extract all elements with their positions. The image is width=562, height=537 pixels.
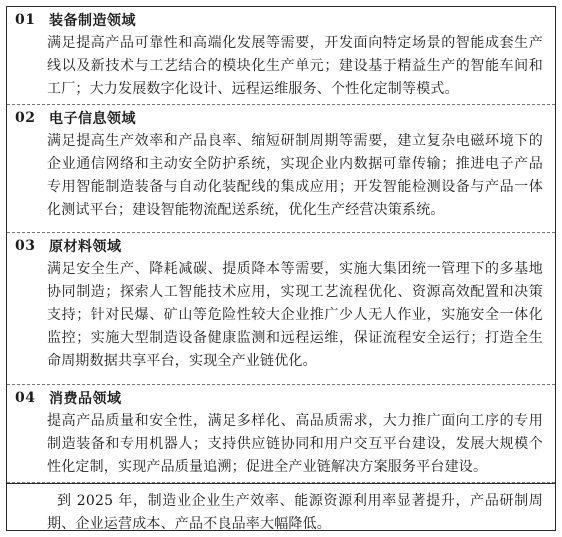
summary-row	[7, 483, 555, 530]
section-title: 消费品领域	[49, 391, 122, 407]
content-table	[6, 6, 556, 531]
section-title: 原材料领域	[49, 239, 122, 255]
section-body: 满足提高产品可靠性和高端化发展等需要，开发面向特定场景的智能成套生产线以及新技术与工艺结合的模块化生产单元；建设基于精益生产的智能车间和工厂；大力发展数字化设计、远程运维服务、个性化定制等模式。	[47, 35, 543, 97]
section-body: 满足安全生产、降耗减碳、提质降本等需要，实施大集团统一管理下的多基地协同制造；探索人工智能技术应用，实现工艺流程优化、资源高效配置和决策支持；针对民爆、矿山等危险性较大企业推广少人无人作业，实施安全一体化监控；实施大型制造设备健康监测和远程运维，保证流程安全运行；打造全生命周期数据共享平台，实现全产业链优化。	[47, 261, 543, 369]
section-title: 电子信息领域	[49, 111, 136, 127]
section-electronic-information	[7, 105, 555, 233]
section-number: 02	[15, 110, 36, 126]
section-title: 装备制造领域	[49, 13, 136, 29]
section-body: 满足提高生产效率和产品良率、缩短研制周期等需要，建立复杂电磁环境下的企业通信网络和主动安全防护系统，实现企业内数据可靠传输；推进电子产品专用智能制造装备与自动化装配线的集成应用；开发智能检测设备与产品一体化测试平台；建设智能物流配送系统，优化生产经营决策系统。	[47, 133, 543, 218]
section-number: 01	[15, 12, 36, 28]
section-header	[15, 388, 122, 408]
section-header	[15, 10, 136, 30]
section-consumer-goods	[7, 385, 555, 483]
section-number: 04	[15, 390, 36, 406]
section-equipment-manufacturing	[7, 7, 555, 105]
summary-text: 到 2025 年，制造业企业生产效率、能源资源利用率显著提升，产品研制周期、企业运营成本、产品不良品率大幅降低。	[47, 493, 543, 532]
section-body: 提高产品质量和安全性，满足多样化、高品质需求，大力推广面向工序的专用制造装备和专用机器人；支持供应链协同和用户交互平台建设，发展大规模个性化定制，实现产品质量追溯；促进全产业链解决方案服务平台建设。	[47, 413, 543, 475]
section-header	[15, 108, 136, 128]
section-header	[15, 236, 122, 256]
section-raw-materials	[7, 233, 555, 385]
section-number: 03	[15, 238, 36, 254]
